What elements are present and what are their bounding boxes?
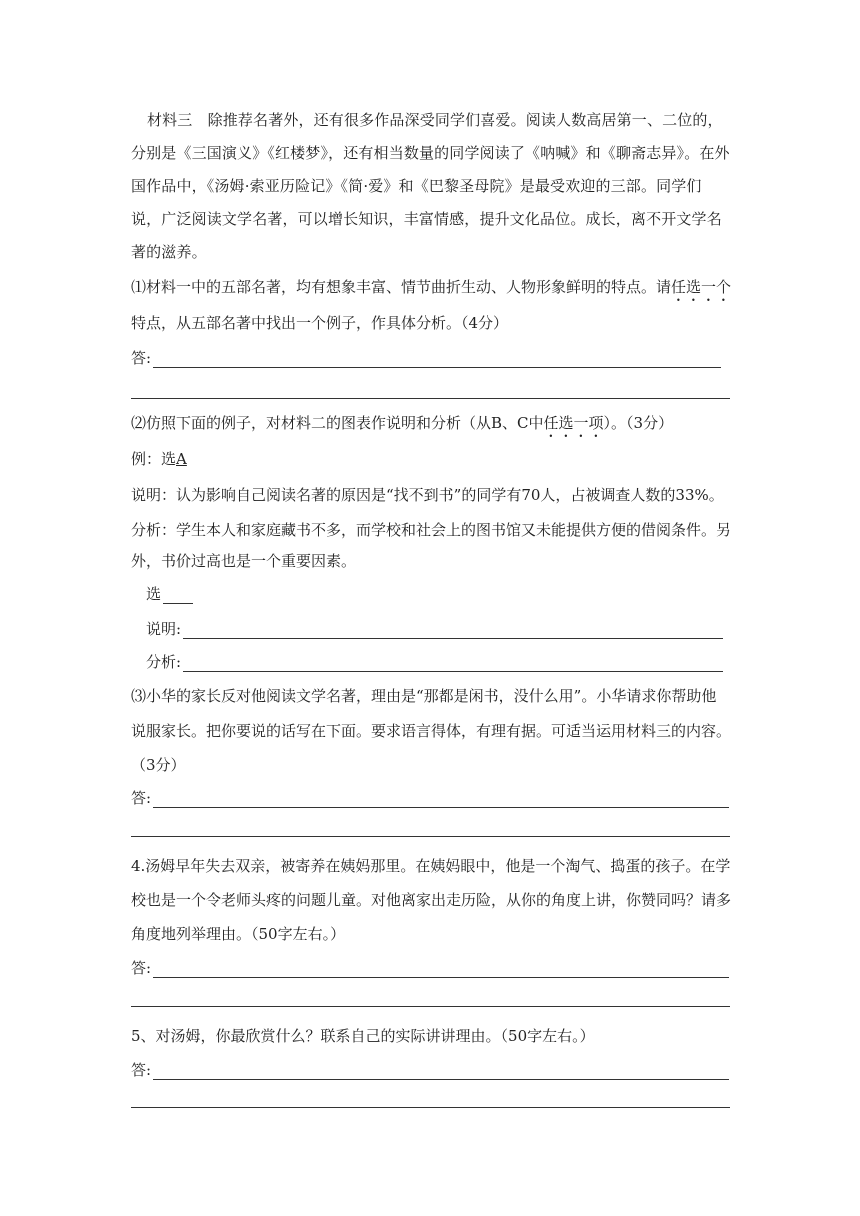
question-5-answer-row [131, 1060, 729, 1080]
example-analysis-line-2: 外，书价过高也是一个重要因素。 [131, 552, 357, 570]
example-label: 例：选 [131, 450, 177, 468]
question-5-line-1: 5、对汤姆，你最欣赏什么？联系自己的实际讲讲理由。（50字左右。） [131, 1027, 595, 1045]
question-4-line-3: 角度地列举理由。（50字左右。） [131, 925, 346, 943]
answer-label: 答: [131, 789, 152, 807]
explain-answer-row [146, 619, 723, 639]
explain-label: 说明: [146, 620, 182, 638]
example-label-row [131, 449, 187, 469]
answer-line[interactable] [153, 793, 729, 808]
answer-line[interactable] [131, 1006, 730, 1007]
answer-line[interactable] [153, 1065, 729, 1080]
question-1-text: ⑴材料一中的五部名著，均有想象丰富、情节曲折生动、人物形象鲜明的特点。请 [131, 278, 672, 296]
analysis-answer-line[interactable] [183, 657, 723, 672]
answer-label: 答: [131, 959, 152, 977]
analysis-label: 分析: [146, 653, 182, 671]
select-row [146, 584, 193, 604]
answer-line[interactable] [153, 353, 721, 368]
select-blank[interactable] [163, 589, 193, 604]
answer-line[interactable] [153, 963, 729, 978]
question-3-line-1: ⑶小华的家长反对他阅读文学名著，理由是“那都是闲书，没什么用”。小华请求你帮助他 [131, 687, 717, 705]
material-three-paragraph: 材料三 除推荐名著外，还有很多作品深受同学们喜爱。阅读人数高居第一、二位的，分别是《三国演义》《红楼梦》，还有相当数量的同学阅读了《呐喊》和《聊斋志异》。在外国作品中，《汤姆·索亚历险记》《简·爱》和《巴黎圣母院》是最受欢迎的三部。同学们说，广泛阅读文学名著，可以增长知识，丰富情感，提升文化品位。成长，离不开文学名著的滋养。 [131, 111, 730, 261]
example-analysis-line-1: 分析：学生本人和家庭藏书不多，而学校和社会上的图书馆又未能提供方便的借阅条件。另 [131, 521, 732, 539]
question-2-prompt [131, 413, 673, 441]
answer-line[interactable] [131, 1107, 730, 1108]
answer-line[interactable] [131, 398, 730, 399]
answer-label: 答: [131, 1061, 152, 1079]
example-choice: A [176, 450, 187, 468]
question-4-line-1: 4.汤姆早年失去双亲，被寄养在姨妈那里。在姨妈眼中，他是一个淘气、捣蛋的孩子。在学 [131, 857, 731, 875]
question-2-score: ）。（3分） [603, 414, 674, 432]
question-1-answer-row [131, 348, 721, 368]
explain-answer-line[interactable] [183, 624, 723, 639]
question-3-answer-row [131, 788, 729, 808]
question-2-emphasis: 任选一项 [543, 414, 604, 432]
question-3-line-2: 说服家长。把你要说的话写在下面。要求语言得体，有理有据。可适当运用材料三的内容。 [131, 722, 732, 740]
question-1-emphasis: 任选一个 [671, 278, 732, 296]
answer-line[interactable] [131, 836, 730, 837]
question-1-line-2: 特点，从五部名著中找出一个例子，作具体分析。（4分） [131, 314, 509, 332]
question-1-line-1 [131, 277, 731, 305]
question-4-line-2: 校也是一个令老师头疼的问题儿童。对他离家出走历险，从你的角度上讲，你赞同吗？请多 [131, 891, 732, 909]
example-explanation: 说明：认为影响自己阅读名著的原因是“找不到书”的同学有70人，占被调查人数的33%。 [131, 486, 724, 504]
answer-label: 答: [131, 349, 152, 367]
question-3-line-3: （3分） [131, 756, 186, 774]
analysis-answer-row [146, 652, 723, 672]
question-2-text: ⑵仿照下面的例子，对材料二的图表作说明和分析（从B、C中 [131, 414, 544, 432]
select-label: 选 [146, 585, 162, 603]
question-4-answer-row [131, 958, 729, 978]
